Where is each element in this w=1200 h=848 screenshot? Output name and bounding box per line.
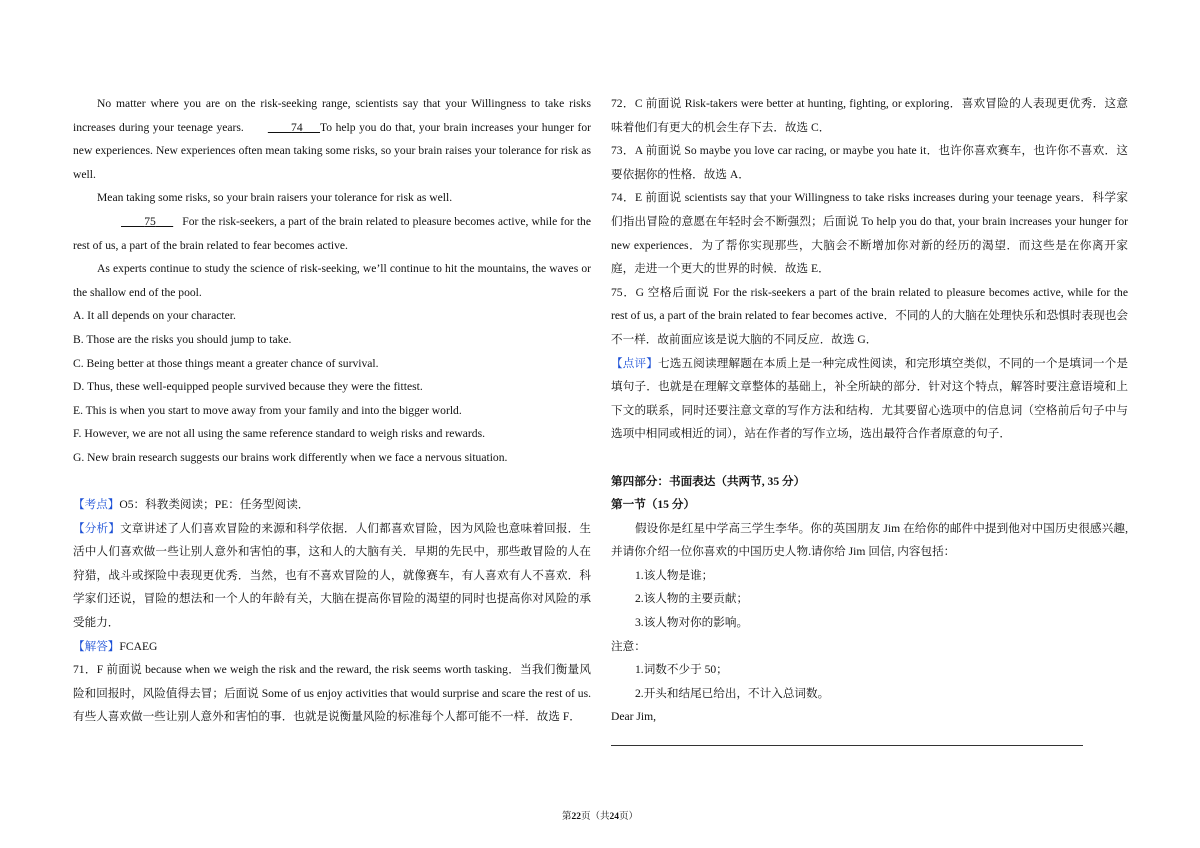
passage-paragraph-4: As experts continue to study the science of risk-seeking, we’ll continue to hit the mountains, the waves or the shallow end of the pool. (73, 262, 591, 299)
option-d: D. Thus, these well-equipped people survived because they were the fittest. (73, 380, 423, 394)
option-e: E. This is when you start to move away from your family and into the bigger world. (73, 403, 462, 417)
option-c: C. Being better at those things meant a greater chance of survival. (73, 356, 379, 370)
option-b: B. Those are the risks you should jump to take. (73, 332, 292, 346)
jieda-tag: 【解答】 (73, 639, 120, 653)
option-a: A. It all depends on your character. (73, 309, 236, 323)
right-column (611, 92, 1128, 746)
answer-72: 72．C 前面说 Risk-takers were better at hunting, fighting, or exploring．喜欢冒险的人表现更优秀．这意味着他们有更大的机会生存下去．故选 C． (611, 97, 1128, 134)
jieda-section: 【解答】FCAEG (73, 639, 158, 653)
note-item-2: 2.开头和结尾已给出，不计入总词数。 (635, 686, 830, 700)
dianping-tag: 【点评】 (611, 356, 659, 370)
left-column (73, 92, 591, 729)
writing-prompt: 假设你是红星中学高三学生李华。你的英国朋友 Jim 在给你的邮件中提到他对中国历史很感兴趣, 并请你介绍一位你喜欢的中国历史人物.请你给 Jim 回信, 内容包括： (611, 521, 1128, 559)
option-g: G. New brain research suggests our brains work differently when we face a nervous situation. (73, 450, 508, 464)
answer-71: 71．F 前面说 because when we weigh the risk and the reward, the risk seems worth tasking．当我们衡量风险和回报时，风险值得去冒；后面说 Some of us enjoy activities that would surprise and scare the rest of us. 有些人喜欢做一些让别人意外和害怕的事．也就是说衡量风险的标准每个人都可能不一样．故选 F． (73, 663, 591, 724)
answer-73: 73．A 前面说 So maybe you love car racing, or maybe you hate it．也许你喜欢赛车，也许你不喜欢．这要依据你的性格．故选 A． (611, 144, 1128, 181)
option-f: F. However, we are not all using the same reference standard to weigh risks and rewards. (73, 427, 485, 441)
answer-line (611, 745, 1083, 746)
option-list (73, 304, 591, 469)
page-total: 24 (609, 812, 619, 822)
blank-75: 75 (144, 214, 156, 228)
fenxi-tag: 【分析】 (73, 521, 121, 535)
page-number: 22 (571, 812, 581, 822)
fenxi-section: 【分析】文章讲述了人们喜欢冒险的来源和科学依据．人们都喜欢冒险，因为风险也意味着回报．生活中人们喜欢做一些让别人意外和害怕的事，这和人的大脑有关．早期的先民中，那些敢冒险的人在狩猎，战斗或探险中表现更优秀．当然，也有不喜欢冒险的人，就像赛车，有人喜欢有人不喜欢．科学家们还说，冒险的想法和一个人的年龄有关，大脑在提高你冒险的渴望的同时也提高你对风险的承受能力． (73, 521, 591, 630)
section1-title: 第一节（15 分） (611, 498, 696, 512)
kaodian-tag: 【考点】 (73, 498, 120, 512)
page-footer: 第22页（共24页） (561, 812, 639, 822)
blank-74: 74 (291, 120, 303, 134)
note-item-1: 1.词数不少于 50； (635, 663, 728, 677)
prompt-item-2: 2.该人物的主要贡献； (635, 592, 749, 606)
prompt-item-1: 1.该人物是谁； (635, 568, 714, 582)
letter-greeting: Dear Jim, (611, 710, 657, 724)
note-title: 注意： (611, 639, 646, 653)
part4-title: 第四部分：书面表达（共两节, 35 分） (611, 474, 806, 488)
passage-paragraph-2: Mean taking some risks, so your brain raisers your tolerance for risk as well. (97, 191, 453, 205)
answer-74: 74．E 前面说 scientists say that your Willingness to take risks increases during your teenage years．科学家们指出冒险的意愿在年轻时会不断强烈；后面说 To help you do that, your brain increases your hunger for new experiences．为了帮你实现那些，大脑会不断增加你对新的经历的渴望．而这些是在你离开家庭，走进一个更大的世界的时候．故选 E． (611, 191, 1128, 276)
answer-75: 75．G 空格后面说 For the risk-seekers a part of the brain related to pleasure becomes active, while for the rest of us, a part of the brain related to fear becomes active．不同的人的大脑在处理快乐和恐惧时表现也会不一样．故前面应该是说大脑的不同反应．故选 G． (611, 285, 1128, 346)
passage-paragraph-3: 75 For the risk-seekers, a part of the brain related to pleasure becomes active, while for the rest of us, a part of the brain related to fear becomes active. (73, 210, 591, 257)
kaodian-section: 【考点】O5：科教类阅读；PE：任务型阅读． (73, 498, 310, 512)
passage-paragraph-1: No matter where you are on the risk-seeking range, scientists say that your Willingness to take risks increases during your teenage years. 74 To help you do that, your brain increases your hunger for new experiences. New experiences often mean taking some risks, so your brain raises your tolerance for risk as well. (73, 97, 592, 181)
dianping-section: 【点评】七选五阅读理解题在本质上是一种完成性阅读，和完形填空类似，不同的一个是填词一个是填句子．也就是在理解文章整体的基础上，补全所缺的部分．针对这个特点，解答时要注意语境和上下文的联系，同时还要注意文章的写作方法和结构．尤其要留心选项中的信息词（空格前后句子中与选项中相同或相近的词），站在作者的写作立场，选出最符合作者原意的句子． (611, 356, 1128, 441)
prompt-item-3: 3.该人物对你的影响。 (635, 616, 749, 630)
